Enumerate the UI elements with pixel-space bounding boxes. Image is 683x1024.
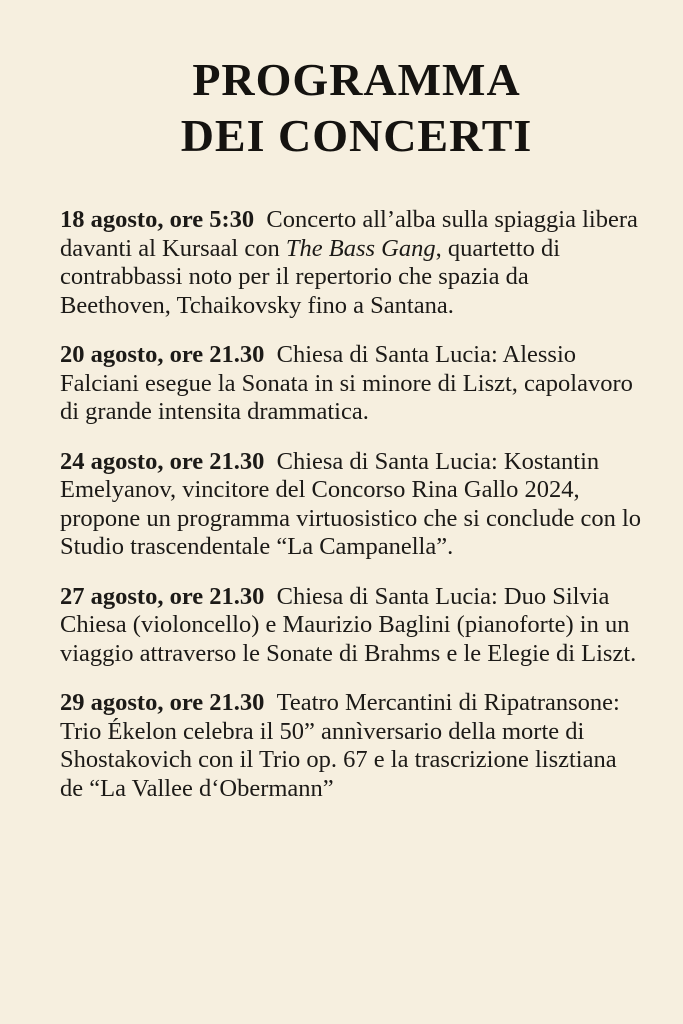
event-list <box>60 206 643 803</box>
event-item-27-august <box>60 583 643 669</box>
event-ensemble-name: The Bass Gang <box>285 234 436 262</box>
event-description: Chiesa di Santa Lucia: Alessio Falciani esegue la Sonata in si minore di Liszt, capolavoro di grande intensita drammatica. <box>60 341 633 425</box>
event-item-20-august <box>60 341 643 427</box>
event-date: 24 agosto, ore 21.30 <box>60 447 265 475</box>
title-line-1: PROGRAMMA <box>192 54 521 105</box>
event-item-24-august <box>60 448 643 562</box>
event-description-continued: , quartetto di contrabbassi noto per il repertorio che spazia da Beethoven, Tchaikovsky fino a Santana. <box>60 234 561 319</box>
event-description: Concerto all’alba sulla spiaggia libera davanti al Kursaal con <box>60 206 638 262</box>
page-title <box>60 52 643 164</box>
title-line-2: DEI CONCERTI <box>180 110 533 161</box>
event-description: Teatro Mercantini di Ripatransone: Trio Ékelon celebra il 50” annìversario della morte di Shostakovich con il Trio op. 67 e la trascrizione lisztiana de “La Vallee d‘Obermann” <box>60 689 620 802</box>
event-item-18-august <box>60 206 643 320</box>
event-item-29-august <box>60 689 643 803</box>
event-date: 20 agosto, ore 21.30 <box>60 341 265 368</box>
event-date: 29 agosto, ore 21.30 <box>60 689 265 716</box>
event-date: 18 agosto, ore 5:30 <box>60 206 255 233</box>
event-description: Chiesa di Santa Lucia: Kostantin Emelyanov, vincitore del Concorso Rina Gallo 2024, propone un programma virtuosistico che si conclude con lo Studio trascendentale “La Campanella”. <box>60 447 642 560</box>
event-date: 27 agosto, ore 21.30 <box>60 582 265 610</box>
event-description: Chiesa di Santa Lucia: Duo Silvia Chiesa (violoncello) e Maurizio Baglini (pianoforte) in un viaggio attraverso le Sonate di Brahms e le Elegie di Liszt. <box>60 582 637 667</box>
